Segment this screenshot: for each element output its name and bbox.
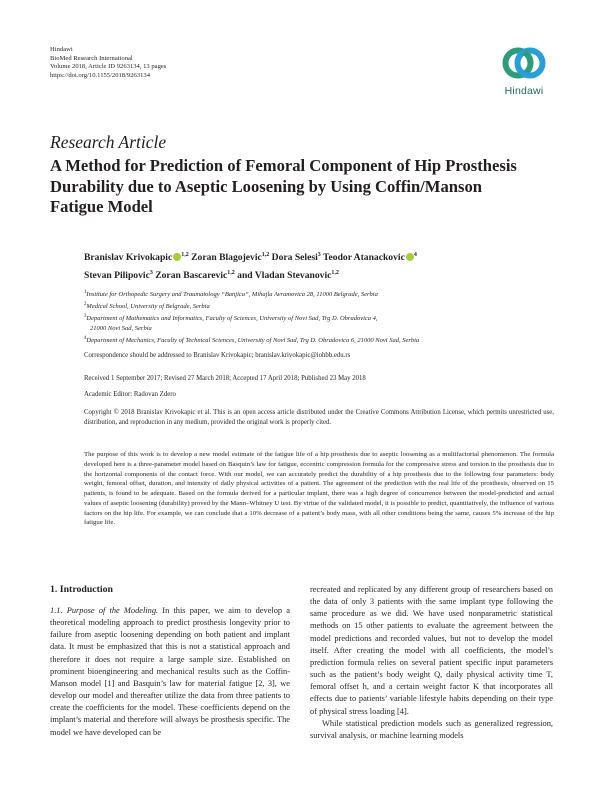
affiliation-item: $^4$Department of Mechanics, Faculty of Technical Sciences, University of Novi Sad, Trg D. Obradovica 6, 21000 Novi Sad, Serbia: [84, 336, 420, 345]
body-paragraph: recreated and replicated by any different group of researchers based on the data of only 3 patients with the same implant type following the same procedure as we did. We have used nonparametric statistical methods on 15 other patients to evaluate the agreement between the model predictions and recorded values, but not to develop the model itself. After creating the model with all coefficients, the model’s prediction formula relies on several patient specific input parameters such as the patient’s body weight Q, daily physical activity time T, femoral offset h, and a certain weight factor K that incorporates all effects due to patients’ variable lifestyle habits depending on their type of physical stress loading [4].: [310, 585, 553, 716]
volume-line: Volume 2018, Article ID 9263134, 13 pages: [50, 63, 167, 71]
author-affiliation-number: 3: [149, 269, 153, 276]
hindawi-logo-icon: [502, 42, 546, 84]
author-affiliation-number: 1,2: [181, 252, 189, 258]
author-affiliation-number: 1,2: [227, 269, 235, 276]
orcid-icon[interactable]: [406, 253, 414, 261]
abstract: The purpose of this work is to develop a new model estimate of the fatigue life of a hip prosthesis due to aseptic loosening as a multifactorial phenomenon. The formula developed here is a three-parameter model based on Basquin’s law for fatigue, eccentric compression formula for the compressive stress and torsion in the prosthesis due to the horizontal components of the contact force. With our model, we can accurately predict the durability of a hip prosthesis due to the following four parameters: body weight, femoral offset, duration, and intensity of daily physical activities of a patient. The agreement of the prediction with the real life of the prosthesis, observed on 15 patients, is found to be adequate. Based on the formula derived for a particular implant, there was a high degree of concurrence between the model-predicted and actual values of aseptic loosening (durability) proved by the Mann–Whitney U test. By virtue of the validated model, it is possible to predict, quantitatively, the influence of various factors on the hip life. For example, we can conclude that a 10% decrease of a patient’s body mass, with all other conditions being the same, causes 5% increase of the hip fatigue life.: [84, 451, 554, 527]
author-list: Branislav Krivokapic $^{1,2}$ Zoran Blagojevic$^{1,2}$ Dora Selesi$^3$ Teodor Atanackovic $^4$ Stevan Pilipovic$^3$ Zoran Bascarevic$^{1,2}$ and Vladan Stevanovic$^{1,2}$: [84, 252, 417, 281]
subsection-title: 1.1. Purpose of the Modeling.: [50, 606, 159, 615]
hindawi-logo: [494, 42, 554, 106]
author-name[interactable]: Dora Selesi: [271, 252, 318, 264]
author-name[interactable]: Branislav Krivokapic: [84, 252, 173, 264]
author-name[interactable]: Stevan Pilipovic: [84, 269, 150, 281]
doi-link[interactable]: https://doi.org/10.1155/2018/9263134: [50, 71, 151, 79]
affiliation-item: $^2$Medical School, University of Belgrade, Serbia: [84, 302, 210, 311]
affiliation-continuation: 21000 Novi Sad, Serbia: [90, 325, 152, 333]
academic-editor: Academic Editor: Radovan Zdero: [84, 391, 176, 398]
correspondence-note: Correspondence should be addressed to Branislav Krivokapic; branislav.krivokapic@iohbb.edu.rs: [84, 352, 351, 359]
author-name[interactable]: Teodor Atanackovic: [323, 252, 405, 264]
body-paragraph: While statistical prediction models such as generalized regression, survival analysis, or machine learning models: [310, 718, 553, 740]
article-title: A Method for Prediction of Femoral Component of Hip Prosthesis Durability due to Aseptic Loosening by Using Coffin/Manson Fatigue Model: [50, 156, 517, 216]
copyright-notice: Copyright © 2018 Branislav Krivokapic et al. This is an open access article distributed under the Creative Commons Attribution License, which permits unrestricted use, distribution, and reproduction in any medium, provided the original work is properly cited.: [84, 409, 554, 426]
author-name[interactable]: Vladan Stevanovic: [254, 269, 332, 281]
author-affiliation-number: 4: [413, 252, 417, 258]
publisher-name: Hindawi: [50, 46, 73, 53]
author-name[interactable]: Zoran Blagojevic: [191, 252, 262, 264]
affiliation-item: $^3$Department of Mathematics and Informatics, Faculty of Sciences, University of Novi Sad, Trg D. Obradovica 4,: [84, 314, 378, 323]
author-affiliation-number: 3: [317, 252, 321, 258]
left-column: [50, 584, 290, 739]
body-paragraph: 1.1. Purpose of the Modeling. In this paper, we aim to develop a theoretical modeling approach to predict prosthesis longevity prior to failure from aseptic loosening depending on both patient and implant data. It must be emphasized that this is not a statistical approach and therefore it does not require a large sample size. Established on prominent bioengineering and mechanical results such as the Coffin-Manson model [1] and Basquin’s law for material fatigue [2, 3], we develop our model and thereafter utilize the data from three patients to create the coefficients for the model. These coefficients depend on the implant’s material and therefore will always be prosthesis specific. The model we have developed can be: [50, 606, 291, 737]
author-name[interactable]: Zoran Bascarevic: [155, 269, 228, 281]
right-column: [310, 584, 553, 742]
section-heading-introduction: 1. Introduction: [50, 584, 113, 595]
journal-name: BioMed Research International: [50, 54, 133, 62]
journal-header: [50, 46, 166, 80]
publication-dates: Received 1 September 2017; Revised 27 March 2018; Accepted 17 April 2018; Published 23 May 2018: [84, 375, 366, 382]
author-affiliation-number: 1,2: [331, 269, 339, 276]
hindawi-logo-text: Hindawi: [504, 85, 544, 97]
article-type: Research Article: [50, 132, 167, 152]
author-affiliation-number: 1,2: [261, 252, 270, 258]
affiliation-list: [84, 288, 554, 346]
affiliation-item: $^1$Institute for Orthopedic Surgery and Traumatology “Banjica”, Mihajla Avramovica 28, 11000 Belgrade, Serbia: [84, 290, 378, 299]
